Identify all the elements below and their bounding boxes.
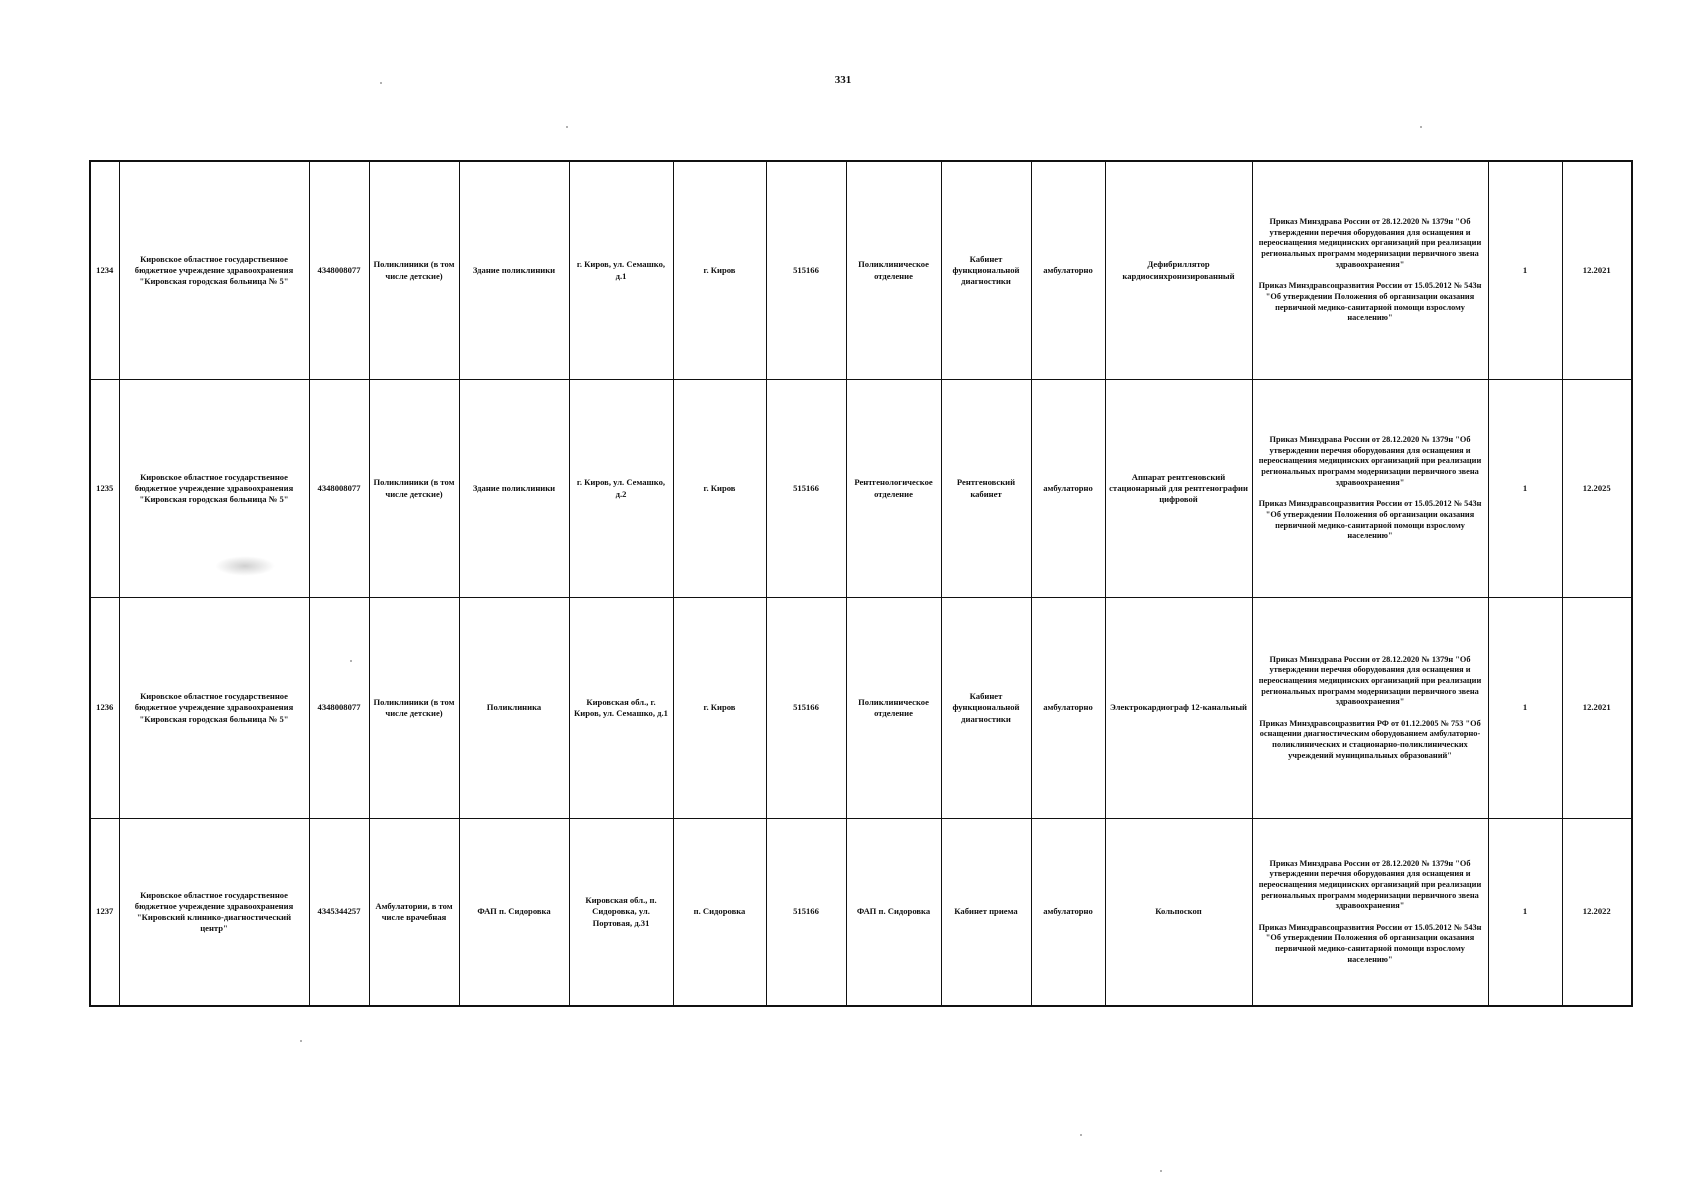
regulatory-documents [1252, 161, 1488, 380]
regulatory-document: Приказ Минздравсоцразвития РФ от 01.12.2005 № 753 "Об оснащении диагностическим оборудованием амбулаторно-поликлинических и стационарно-поликлинических учреждений муниципальных образований" [1259, 718, 1481, 760]
locality: г. Киров [673, 161, 766, 380]
quantity: 1 [1488, 819, 1562, 1007]
inn: 4348008077 [309, 161, 369, 380]
row-number: 1236 [90, 598, 119, 819]
quantity: 1 [1488, 161, 1562, 380]
room: Кабинет функциональной диагностики [941, 161, 1031, 380]
regulatory-document: Приказ Минздравсоцразвития России от 15.05.2012 № 543н "Об утверждении Положения об организации оказания первичной медико-санитарной помощи взрослому населению" [1258, 281, 1482, 323]
planned-date: 12.2021 [1562, 161, 1632, 380]
building-name: ФАП п. Сидоровка [459, 819, 569, 1007]
row-number: 1235 [90, 380, 119, 598]
care-form: амбулаторно [1031, 819, 1105, 1007]
building-address: г. Киров, ул. Семашко, д.2 [569, 380, 673, 598]
planned-date: 12.2021 [1562, 598, 1632, 819]
equipment-name: Дефибриллятор кардиосинхронизированный [1105, 161, 1252, 380]
code: 515166 [766, 161, 846, 380]
scan-speck [380, 82, 382, 84]
care-form: амбулаторно [1031, 598, 1105, 819]
row-number: 1237 [90, 819, 119, 1007]
equipment-name: Аппарат рентгеновский стационарный для рентгенографии цифровой [1105, 380, 1252, 598]
care-form: амбулаторно [1031, 161, 1105, 380]
regulatory-document: Приказ Минздрава России от 28.12.2020 № 1379н "Об утверждении перечня оборудования для оснащения и переоснащения медицинских организаций при реализации региональных программ модернизации первичного звена здравоохранения" [1258, 654, 1482, 707]
facility-category: Поликлиники (в том числе детские) [369, 161, 459, 380]
institution-name: Кировское областное государственное бюджетное учреждение здравоохранения "Кировский клинико-диагностический центр" [119, 819, 309, 1007]
scan-speck [566, 126, 568, 128]
equipment-name: Электрокардиограф 12-канальный [1105, 598, 1252, 819]
institution-name: Кировское областное государственное бюджетное учреждение здравоохранения "Кировская городская больница № 5" [119, 380, 309, 598]
institution-name: Кировское областное государственное бюджетное учреждение здравоохранения "Кировская городская больница № 5" [119, 161, 309, 380]
care-form: амбулаторно [1031, 380, 1105, 598]
equipment-register-table [89, 160, 1633, 1007]
scan-smudge [215, 556, 275, 576]
row-number: 1234 [90, 161, 119, 380]
locality: г. Киров [673, 380, 766, 598]
quantity: 1 [1488, 598, 1562, 819]
regulatory-document: Приказ Минздрава России от 28.12.2020 № 1379н "Об утверждении перечня оборудования для оснащения и переоснащения медицинских организаций при реализации региональных программ модернизации первичного звена здравоохранения" [1258, 435, 1482, 487]
regulatory-document: Приказ Минздрава России от 28.12.2020 № 1379н "Об утверждении перечня оборудования для оснащения и переоснащения медицинских организаций при реализации региональных программ модернизации первичного звена здравоохранения" [1258, 858, 1482, 911]
scan-speck [1160, 1170, 1162, 1172]
regulatory-document: Приказ Минздравсоцразвития России от 15.05.2012 № 543н "Об утверждении Положения об организации оказания первичной медико-санитарной помощи взрослому населению" [1258, 922, 1482, 964]
code: 515166 [766, 819, 846, 1007]
facility-category: Амбулатории, в том числе врачебная [369, 819, 459, 1007]
department: Поликлиническое отделение [846, 161, 941, 380]
table-row [90, 598, 1632, 819]
planned-date: 12.2025 [1562, 380, 1632, 598]
inn: 4348008077 [309, 380, 369, 598]
regulatory-document: Приказ Минздравсоцразвития России от 15.05.2012 № 543н "Об утверждении Положения об организации оказания первичной медико-санитарной помощи взрослому населению" [1258, 499, 1482, 541]
table-row [90, 380, 1632, 598]
code: 515166 [766, 380, 846, 598]
quantity: 1 [1488, 380, 1562, 598]
scan-speck [1420, 126, 1422, 128]
equipment-name: Кольпоскоп [1105, 819, 1252, 1007]
department: Поликлиническое отделение [846, 598, 941, 819]
room: Кабинет приема [941, 819, 1031, 1007]
regulatory-documents [1252, 380, 1488, 598]
regulatory-documents [1252, 598, 1488, 819]
building-address: г. Киров, ул. Семашко, д.1 [569, 161, 673, 380]
code: 515166 [766, 598, 846, 819]
locality: п. Сидоровка [673, 819, 766, 1007]
facility-category: Поликлиники (в том числе детские) [369, 380, 459, 598]
scan-speck [350, 660, 352, 662]
locality: г. Киров [673, 598, 766, 819]
planned-date: 12.2022 [1562, 819, 1632, 1007]
scan-speck [300, 1040, 302, 1042]
room: Кабинет функциональной диагностики [941, 598, 1031, 819]
institution-name: Кировское областное государственное бюджетное учреждение здравоохранения "Кировская городская больница № 5" [119, 598, 309, 819]
building-address: Кировская обл., п. Сидоровка, ул. Портовая, д.31 [569, 819, 673, 1007]
table-row [90, 161, 1632, 380]
page-number: 331 [834, 74, 852, 86]
building-address: Кировская обл., г. Киров, ул. Семашко, д.1 [569, 598, 673, 819]
inn: 4345344257 [309, 819, 369, 1007]
building-name: Здание поликлиники [459, 380, 569, 598]
building-name: Здание поликлиники [459, 161, 569, 380]
scan-speck [1080, 1134, 1082, 1136]
inn: 4348008077 [309, 598, 369, 819]
table-row [90, 819, 1632, 1007]
building-name: Поликлиника [459, 598, 569, 819]
department: Рентгенологическое отделение [846, 380, 941, 598]
regulatory-document: Приказ Минздрава России от 28.12.2020 № 1379н "Об утверждении перечня оборудования для оснащения и переоснащения медицинских организаций при реализации региональных программ модернизации первичного звена здравоохранения" [1258, 217, 1482, 269]
department: ФАП п. Сидоровка [846, 819, 941, 1007]
room: Рентгеновский кабинет [941, 380, 1031, 598]
facility-category: Поликлиники (в том числе детские) [369, 598, 459, 819]
regulatory-documents [1252, 819, 1488, 1007]
